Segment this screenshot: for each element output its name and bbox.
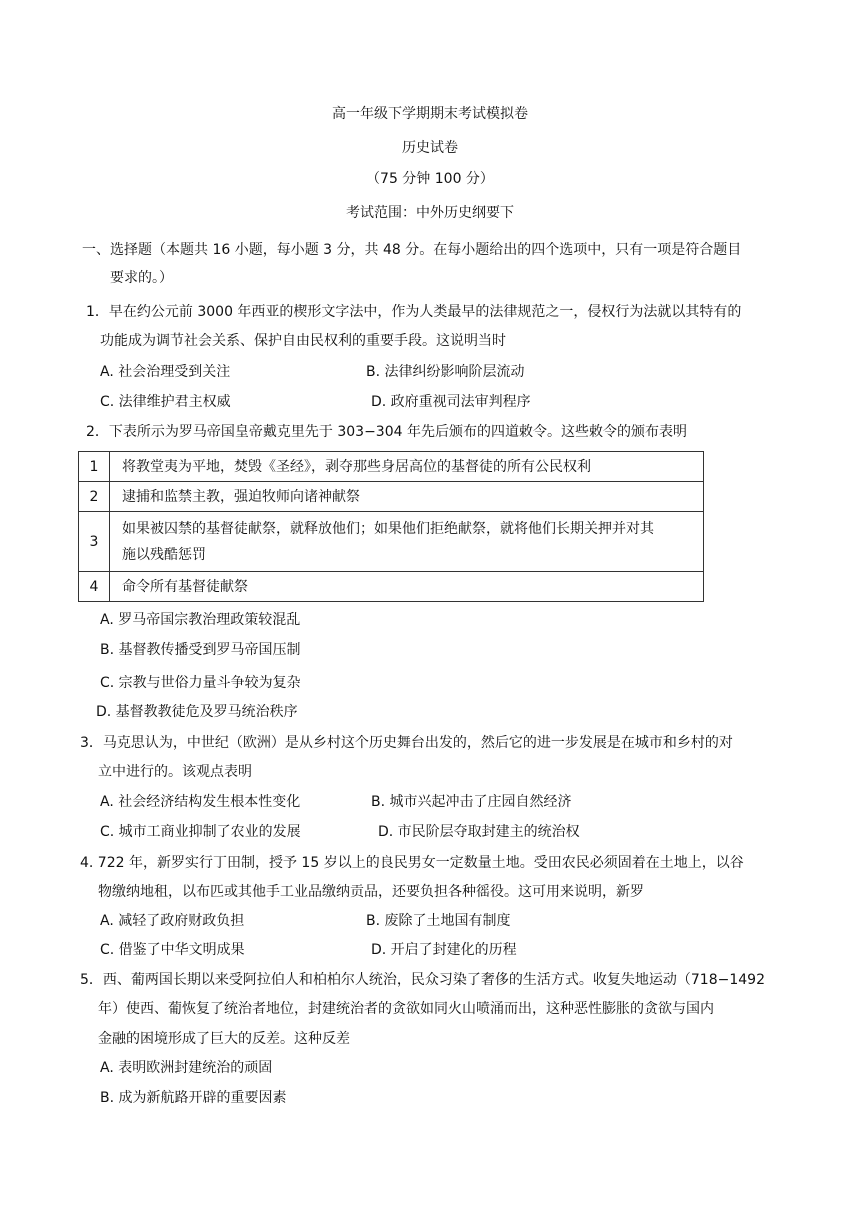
question-3-option-d: D. 市民阶层夺取封建主的统治权 xyxy=(378,824,580,840)
question-2-option-c: C. 宗教与世俗力量斗争较为复杂 xyxy=(100,675,301,691)
question-3-option-a: A. 社会经济结构发生根本性变化 xyxy=(100,794,301,810)
table-cell-number: 2 xyxy=(79,482,110,512)
question-5-stem-cont2: 金融的困境形成了巨大的反差。这种反差 xyxy=(98,1031,350,1047)
question-2-option-b: B. 基督教传播受到罗马帝国压制 xyxy=(100,642,301,658)
question-1-option-d: D. 政府重视司法审判程序 xyxy=(371,394,531,410)
table-row xyxy=(79,512,704,572)
question-5-stem-cont: 年）使西、葡恢复了统治者地位，封建统治者的贪欲如同火山喷涌而出，这种恶性膨胀的贪欲与国内 xyxy=(98,1001,714,1017)
section-heading: 一、选择题（本题共 16 小题，每小题 3 分，共 48 分。在每小题给出的四个选项中，只有一项是符合题目 xyxy=(82,242,742,258)
table-cell-number: 4 xyxy=(79,572,110,602)
question-1-stem: 1．早在约公元前 3000 年西亚的楔形文字法中，作为人类最早的法律规范之一，侵权行为法就以其特有的 xyxy=(86,304,742,320)
table-cell-text: 逮捕和监禁主教，强迫牧师向诸神献祭 xyxy=(110,482,704,512)
table-cell-text-line2: 施以残酷惩罚 xyxy=(122,546,206,563)
table-cell-text-line1: 如果被囚禁的基督徒献祭，就释放他们；如果他们拒绝献祭，就将他们长期关押并对其 xyxy=(122,520,654,537)
table-row xyxy=(79,572,704,602)
edicts-table xyxy=(78,451,704,602)
section-heading-cont: 要求的。） xyxy=(110,270,173,286)
exam-title: 高一年级下学期期末考试模拟卷 xyxy=(332,106,528,122)
question-3-stem: 3．马克思认为，中世纪（欧洲）是从乡村这个历史舞台出发的，然后它的进一步发展是在城市和乡村的对 xyxy=(80,735,733,751)
question-4-option-d: D. 开启了封建化的历程 xyxy=(371,942,517,958)
question-5-option-b: B. 成为新航路开辟的重要因素 xyxy=(100,1090,287,1106)
question-4-stem-cont: 物缴纳地租，以布匹或其他手工业品缴纳贡品，还要负担各种徭役。这可用来说明，新罗 xyxy=(98,884,644,900)
question-1-stem-cont: 功能成为调节社会关系、保护自由民权利的重要手段。这说明当时 xyxy=(100,333,506,349)
question-1-option-b: B. 法律纠纷影响阶层流动 xyxy=(366,364,525,380)
question-5-stem: 5．西、葡两国长期以来受阿拉伯人和柏柏尔人统治，民众习染了奢侈的生活方式。收复失地运动（718−1492 xyxy=(80,972,765,988)
table-cell-text-multiline xyxy=(110,512,704,572)
question-1-option-c: C. 法律维护君主权威 xyxy=(100,394,231,410)
table-row xyxy=(79,452,704,482)
question-4-option-a: A. 减轻了政府财政负担 xyxy=(100,913,245,929)
table-cell-number: 3 xyxy=(79,512,110,572)
question-4-option-b: B. 废除了土地国有制度 xyxy=(366,913,511,929)
exam-time-score: （75 分钟 100 分） xyxy=(366,171,494,187)
question-3-stem-cont: 立中进行的。该观点表明 xyxy=(98,764,252,780)
table-row xyxy=(79,482,704,512)
question-3-option-b: B. 城市兴起冲击了庄园自然经济 xyxy=(371,794,572,810)
question-3-option-c: C. 城市工商业抑制了农业的发展 xyxy=(100,824,301,840)
question-4-stem: 4. 722 年，新罗实行丁田制，授予 15 岁以上的良民男女一定数量土地。受田农民必须固着在土地上，以谷 xyxy=(80,855,744,871)
table-cell-text: 命令所有基督徒献祭 xyxy=(110,572,704,602)
table-cell-text: 将教堂夷为平地，焚毁《圣经》，剥夺那些身居高位的基督徒的所有公民权利 xyxy=(110,452,704,482)
question-2-stem: 2．下表所示为罗马帝国皇帝戴克里先于 303−304 年先后颁布的四道敕令。这些敕令的颁布表明 xyxy=(86,424,687,440)
question-5-option-a: A. 表明欧洲封建统治的顽固 xyxy=(100,1060,273,1076)
question-4-option-c: C. 借鉴了中华文明成果 xyxy=(100,942,245,958)
question-2-option-a: A. 罗马帝国宗教治理政策较混乱 xyxy=(100,612,301,628)
table-cell-number: 1 xyxy=(79,452,110,482)
question-1-option-a: A. 社会治理受到关注 xyxy=(100,364,231,380)
exam-subject: 历史试卷 xyxy=(402,140,458,156)
question-2-option-d: D. 基督教教徒危及罗马统治秩序 xyxy=(96,704,298,720)
exam-scope: 考试范围：中外历史纲要下 xyxy=(346,205,514,221)
